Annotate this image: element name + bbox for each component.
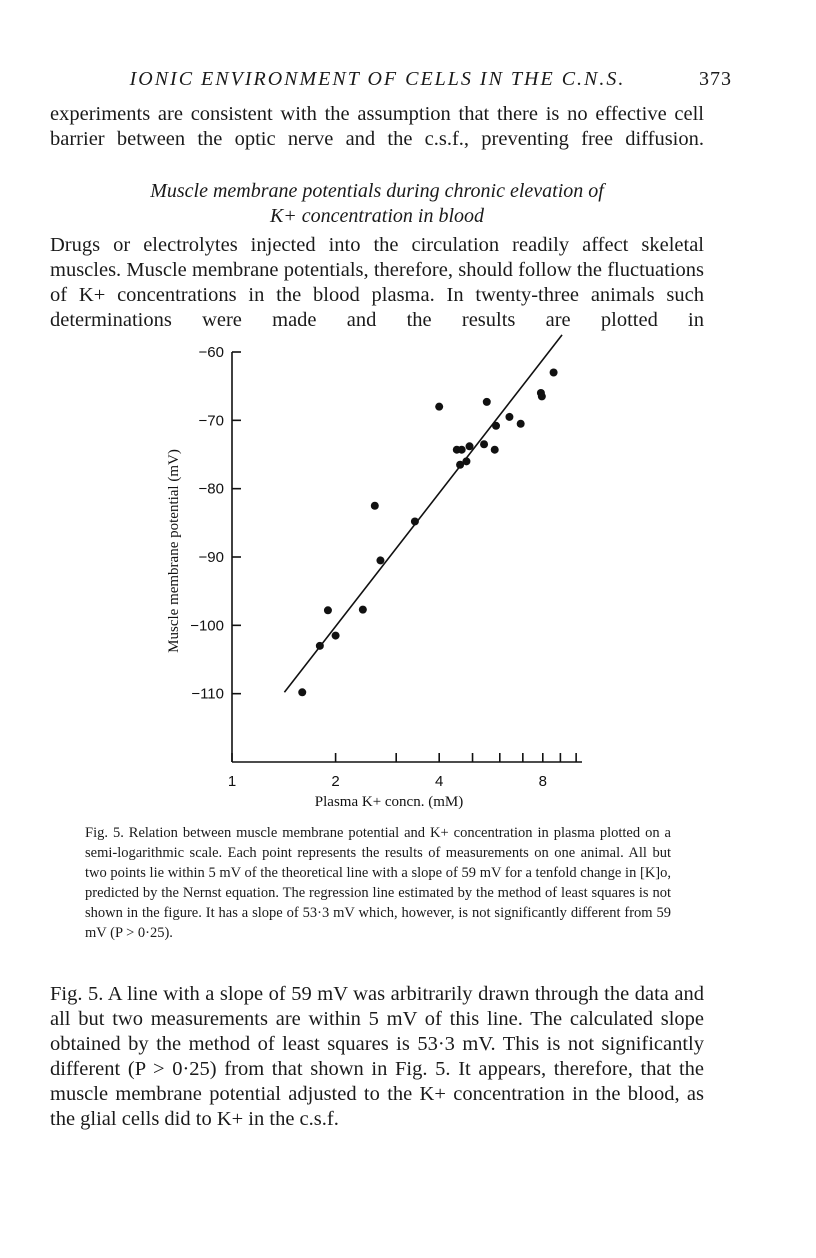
data-point xyxy=(538,392,546,400)
chart-axes xyxy=(232,352,582,762)
theory-line-group xyxy=(284,335,562,692)
data-point xyxy=(492,422,500,430)
data-point xyxy=(435,403,443,411)
y-tick-label: −100 xyxy=(190,617,224,635)
y-tick-label: −80 xyxy=(198,480,224,498)
data-point xyxy=(483,398,491,406)
data-point xyxy=(462,457,470,465)
figure-caption: Fig. 5. Relation between muscle membrane potential and K+ concentration in plasma plotted on a semi-logarithmic scale. Each point represents the results of measurements on one animal. All but two points lie within 5 mV of the theoretical line with a slope of 59 mV for a tenfold change in [K]o, predicted by the Nernst equation. The regression line estimated by the method of least squares is not shown in the figure. It has a slope of 53·3 mV which, however, is not significantly different from 59 mV (P > 0·25). xyxy=(85,825,671,941)
section-heading-line-2: K+ concentration in blood xyxy=(269,205,485,227)
data-point xyxy=(458,446,466,454)
data-point xyxy=(359,606,367,614)
data-point xyxy=(517,420,525,428)
y-axis-title: Muscle membrane potential (mV) xyxy=(166,449,182,653)
theory-line xyxy=(284,335,562,692)
x-tick-label: 8 xyxy=(538,773,547,790)
paragraph-section: Drugs or electrolytes injected into the circulation readily affect skeletal muscles. Muscle membrane potentials, therefore, should follow the fluctuations of K+ concentrations in the blood plasma. In twenty-three animals such determinations were made and the results are plotted in xyxy=(50,234,704,331)
y-tick-label: −60 xyxy=(198,344,224,361)
paragraph-top: experiments are consistent with the assumption that there is no effective cell barrier between the optic nerve and the c.s.f., preventing free diffusion. xyxy=(50,103,704,150)
y-tick-label: −70 xyxy=(198,412,224,430)
x-tick-label: 2 xyxy=(331,773,340,790)
data-point xyxy=(505,413,513,421)
section-heading-line-1: Muscle membrane potentials during chronic elevation of xyxy=(150,180,604,202)
running-title: IONIC ENVIRONMENT OF CELLS IN THE C.N.S. xyxy=(129,68,626,90)
data-point xyxy=(371,502,379,510)
data-point xyxy=(550,369,558,377)
x-axis-title: Plasma K+ concn. (mM) xyxy=(314,794,464,810)
data-point xyxy=(480,440,488,448)
data-point xyxy=(298,688,306,696)
chart-labels xyxy=(166,344,547,810)
x-tick-label: 1 xyxy=(227,773,237,790)
y-tick-label: −90 xyxy=(198,549,224,566)
data-point xyxy=(411,517,419,525)
data-points xyxy=(298,369,557,697)
data-point xyxy=(376,556,384,564)
page-number: 373 xyxy=(699,68,732,90)
paragraph-bottom: Fig. 5. A line with a slope of 59 mV was arbitrarily drawn through the data and all but two measurements are within 5 mV of this line. The calculated slope obtained by the method of least squares is 53·3 mV. This is not significantly different (P > 0·25) from that shown in Fig. 5. It appears, therefore, that the muscle membrane potential adjusted to the K+ concentration in the blood, as the glial cells did to K+ in the c.s.f. xyxy=(50,983,704,1130)
y-tick-label: −110 xyxy=(191,685,224,703)
data-point xyxy=(332,632,340,640)
data-point xyxy=(466,442,474,450)
x-tick-label: 4 xyxy=(435,773,444,790)
data-point xyxy=(324,606,332,614)
data-point xyxy=(491,446,499,454)
data-point xyxy=(316,642,324,650)
